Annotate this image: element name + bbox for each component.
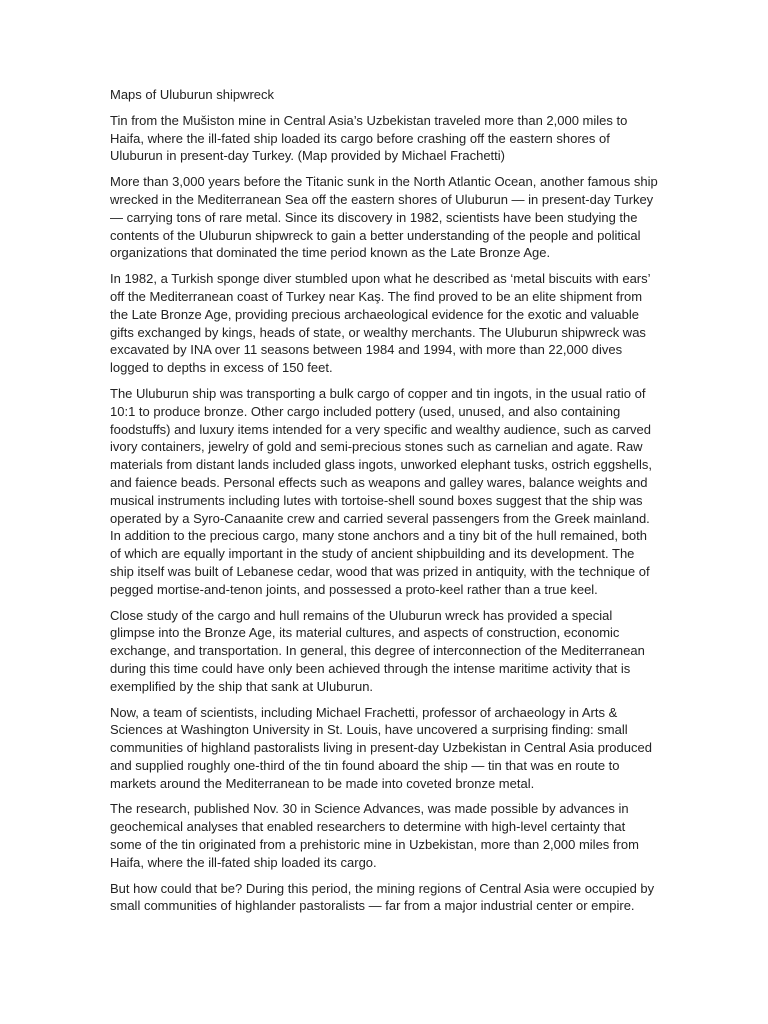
paragraph-discovery: In 1982, a Turkish sponge diver stumbled upon what he described as ‘metal biscuits with ears’ off the Mediterranean coast of Turkey near Kaş. The find proved to be an elite shipment from the Late Bronze Age, providing precious archaeological evidence for the exotic and valuable gifts exchanged by kings, heads of state, or wealthy merchants. The Uluburun shipwreck was excavated by INA over 11 seasons between 1984 and 1994, with more than 22,000 dives logged to depths in excess of 150 feet. bbox=[110, 271, 651, 376]
paragraph-study: Close study of the cargo and hull remains of the Uluburun wreck has provided a special glimpse into the Bronze Age, its material cultures, and aspects of construction, economic exchange, and transportation. In general, this degree of interconnection of the Mediterranean during this time could have only been achieved through the intense maritime activity that is exemplified by the ship that sank at Uluburun. bbox=[110, 607, 645, 694]
document-title: Maps of Uluburun shipwreck bbox=[110, 87, 275, 102]
paragraph-research: The research, published Nov. 30 in Science Advances, was made possible by advances in geochemical analyses that enabled researchers to determine with high-level certainty that some of the tin originated from a prehistoric mine in Uzbekistan, more than 2,000 miles from Haifa, where the ill-fated ship loaded its cargo. bbox=[110, 801, 639, 870]
paragraph-question: But how could that be? During this period, the mining regions of Central Asia were occupied by small communities of highlander pastoralists — far from a major industrial center or empire. bbox=[110, 880, 655, 914]
paragraph-finding: Now, a team of scientists, including Michael Frachetti, professor of archaeology in Arts & Sciences at Washington University in St. Louis, have uncovered a surprising finding: small communities of highland pastoralists living in present-day Uzbekistan in Central Asia produced and supplied roughly one-third of the tin found aboard the ship — tin that was en route to markets around the Mediterranean to be made into coveted bronze metal. bbox=[110, 704, 652, 791]
document-page bbox=[110, 86, 660, 923]
paragraph-map-caption: Tin from the Mušiston mine in Central Asia’s Uzbekistan traveled more than 2,000 miles to Haifa, where the ill-fated ship loaded its cargo before crashing off the eastern shores of Uluburun in present-day Turkey. (Map provided by Michael Frachetti) bbox=[110, 112, 628, 164]
paragraph-intro: More than 3,000 years before the Titanic sunk in the North Atlantic Ocean, another famous ship wrecked in the Mediterranean Sea off the eastern shores of Uluburun — in present-day Turkey — carrying tons of rare metal. Since its discovery in 1982, scientists have been studying the contents of the Uluburun shipwreck to gain a better understanding of the people and political organizations that dominated the time period known as the Late Bronze Age. bbox=[110, 174, 658, 261]
paragraph-cargo: The Uluburun ship was transporting a bulk cargo of copper and tin ingots, in the usual ratio of 10:1 to produce bronze. Other cargo included pottery (used, unused, and also containing foodstuffs) and luxury items intended for a very specific and wealthy audience, such as carved ivory containers, jewelry of gold and semi-precious stones such as carnelian and agate. Raw materials from distant lands included glass ingots, unworked elephant tusks, ostrich eggshells, and faience beads. Personal effects such as weapons and galley wares, balance weights and musical instruments including lutes with tortoise-shell sound boxes suggest that the ship was operated by a Syro-Canaanite crew and carried several passengers from the Greek mainland. In addition to the precious cargo, many stone anchors and a tiny bit of the hull remained, both of which are equally important in the study of ancient shipbuilding and its development. The ship itself was built of Lebanese cedar, wood that was prized in antiquity, with the technique of pegged mortise-and-tenon joints, and possessed a proto-keel rather than a true keel. bbox=[110, 385, 652, 597]
